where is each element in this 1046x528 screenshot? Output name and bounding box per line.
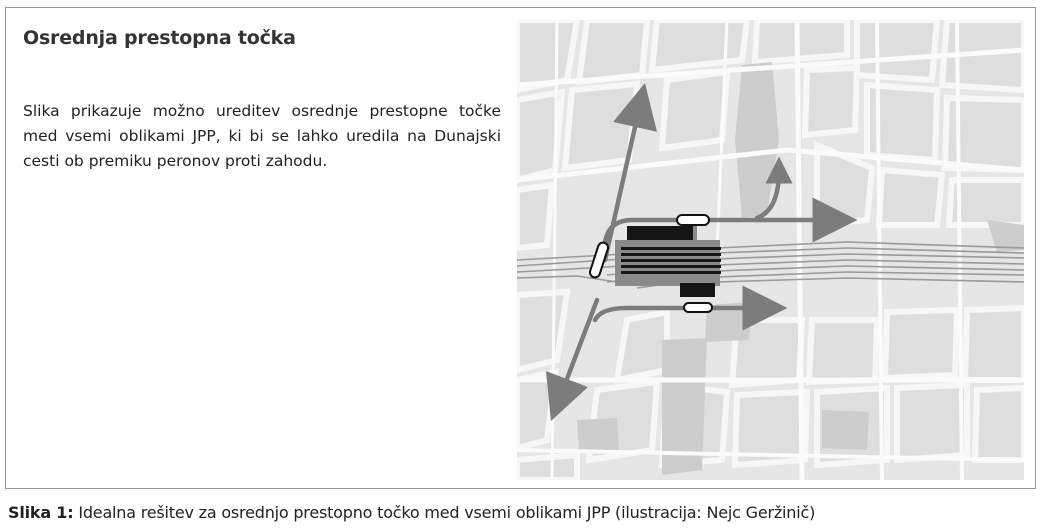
caption-label: Slika 1:	[8, 503, 74, 522]
caption-text: Idealna rešitev za osrednjo prestopno točko med vsemi oblikami JPP (ilustracija: Nejc Geržinič)	[73, 503, 816, 522]
box-description: Slika prikazuje možno ureditev osrednje prestopne točke med vsemi oblikami JPP, ki bi se lahko uredila na Dunajski cesti ob premiku peronov proti zahodu.	[23, 102, 501, 170]
box-title: Osrednja prestopna točka	[23, 27, 296, 49]
station-area	[615, 240, 720, 286]
transfer-station-map	[517, 20, 1024, 480]
figure-caption	[8, 503, 815, 522]
